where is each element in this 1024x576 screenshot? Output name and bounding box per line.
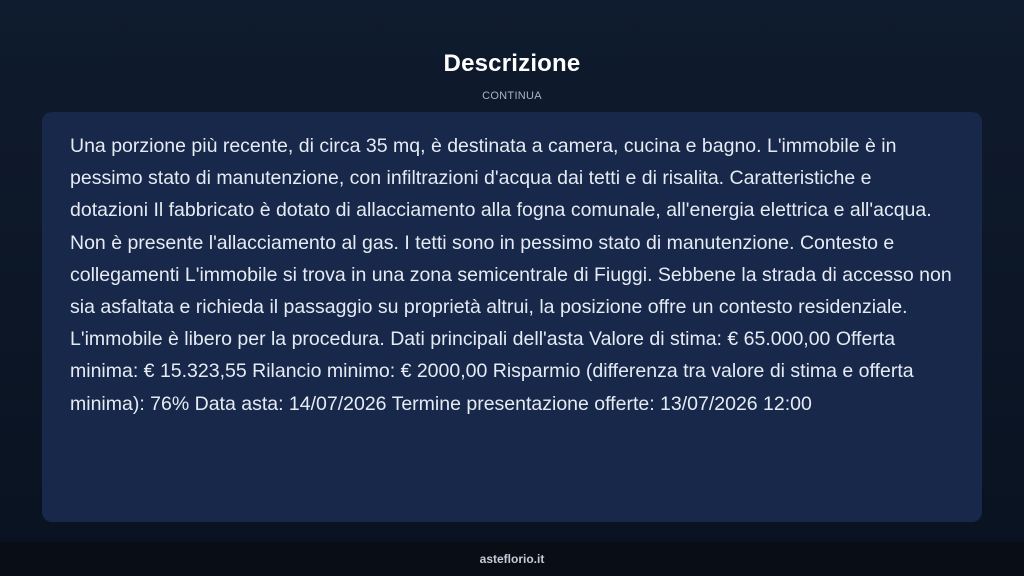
page-title: Descrizione	[443, 50, 581, 77]
footer-bar	[0, 542, 1024, 576]
description-card	[42, 112, 982, 522]
page-subtitle: CONTINUA	[482, 90, 542, 102]
description-text: Una porzione più recente, di circa 35 mq, è destinata a camera, cucina e bagno. L'immobile è in pessimo stato di manutenzione, con infiltrazioni d'acqua dai tetti e di risalita. Caratteristiche e dotazioni Il fabbricato è dotato di allacciamento alla fogna comunale, all'energia elettrica e all'acqua. Non è presente l'allacciamento al gas. I tetti sono in pessimo stato di manutenzione. Contesto e collegamenti L'immobile si trova in una zona semicentrale di Fiuggi. Sebbene la strada di accesso non sia asfaltata e richieda il passaggio su proprietà altrui, la posizione offre un contesto residenziale. L'immobile è libero per la procedura. Dati principali dell'asta Valore di stima: € 65.000,00 Offerta minima: € 15.323,55 Rilancio minimo: € 2000,00 Risparmio (differenza tra valore di stima e offerta minima): 76% Data asta: 14/07/2026 Termine presentazione offerte: 13/07/2026 12:00	[70, 135, 952, 415]
footer-site-label: asteflorio.it	[479, 552, 545, 566]
